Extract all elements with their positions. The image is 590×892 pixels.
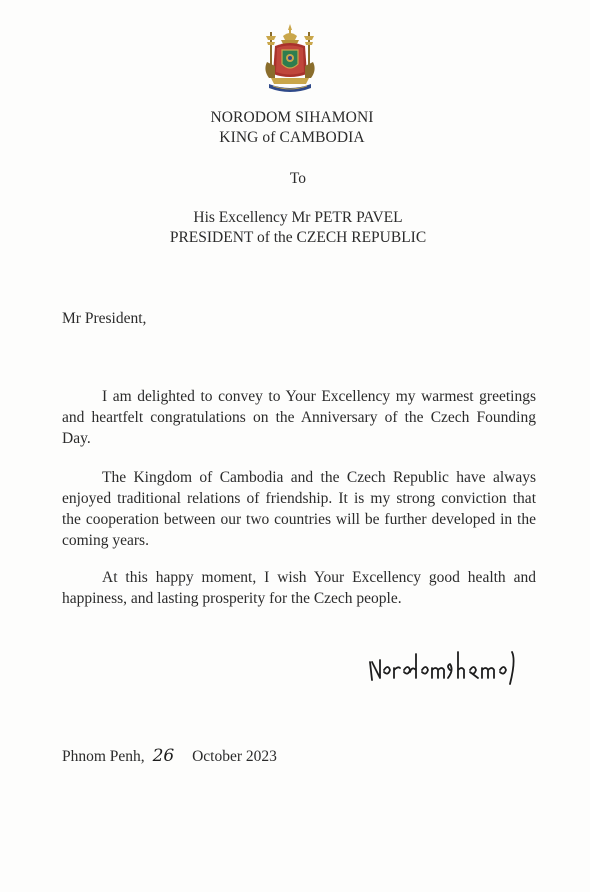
recipient-block — [0, 208, 590, 248]
sender-name: NORODOM SIHAMONI — [210, 109, 374, 126]
sender-title: KING of CAMBODIA — [219, 129, 365, 146]
salutation: Mr President, — [62, 310, 147, 327]
body-paragraph-1: I am delighted to convey to Your Excellency my warmest greetings and heartfelt congratulations on the Anniversary of the Czech Founding Day. — [62, 388, 536, 447]
date-month-year: October 2023 — [192, 748, 277, 765]
date-day-handwritten: 26 — [152, 746, 175, 766]
body-paragraph-3: At this happy moment, I wish Your Excellency good health and happiness, and lasting prosperity for the Czech people. — [62, 569, 536, 607]
sender-block — [0, 108, 584, 148]
recipient-title: PRESIDENT of the CZECH REPUBLIC — [169, 229, 427, 246]
royal-emblem-icon — [259, 22, 321, 94]
date-line — [62, 746, 277, 766]
to-label: To — [289, 170, 307, 187]
date-place: Phnom Penh, — [62, 748, 145, 765]
body-paragraph-2: The Kingdom of Cambodia and the Czech Republic have always enjoyed traditional relations of friendship. It is my strong conviction that the cooperation between our two countries will be further developed in the coming years. — [62, 469, 536, 549]
recipient-name: His Excellency Mr PETR PAVEL — [193, 209, 403, 226]
handwritten-signature — [366, 640, 518, 688]
